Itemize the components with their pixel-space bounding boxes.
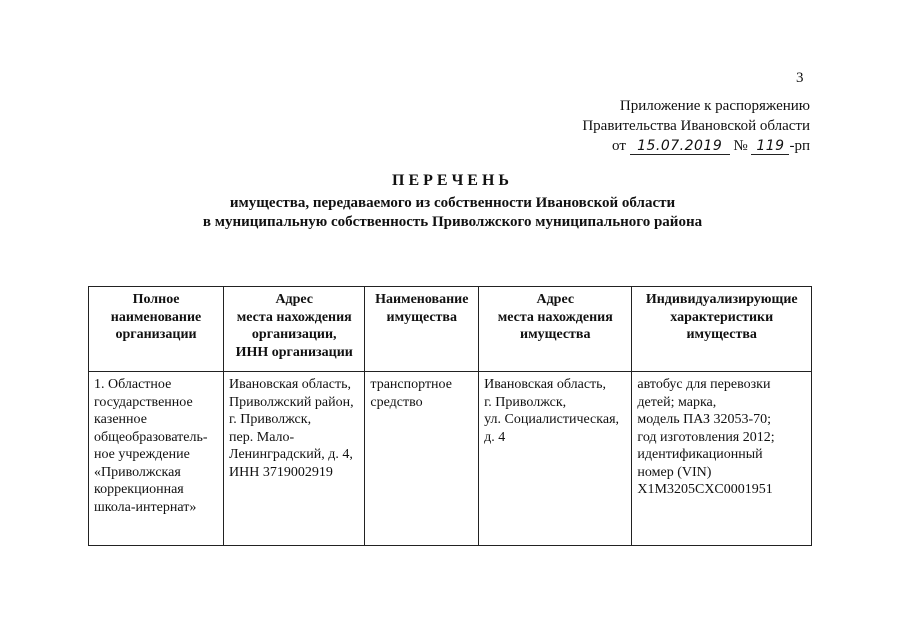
date-prefix: от [612,138,626,154]
cell-property-name: транспортное средство [365,372,479,546]
document-title: ПЕРЕЧЕНЬ [392,172,513,189]
document-heading [0,172,905,232]
appendix-date-line [582,136,810,156]
column-header-property-name: Наименование имущества [365,287,479,372]
column-header-property-address: Адрес места нахождения имущества [479,287,632,372]
cell-property-characteristics: автобус для перевозки детей; марка, модель ПАЗ 32053-70; год изготовления 2012; идентификационный номер (VIN) X1M3205CXC0001951 [632,372,812,546]
number-suffix: -рп [789,138,810,154]
table-row [89,372,812,546]
document-subtitle-line-1: имущества, передаваемого из собственности Ивановской области [229,195,676,211]
document-subtitle-line-2: в муниципальную собственность Приволжского муниципального района [202,214,703,230]
page-number: 3 [796,70,804,86]
cell-property-address: Ивановская область, г. Приволжск, ул. Социалистическая, д. 4 [479,372,632,546]
handwritten-number: 119 [751,138,789,155]
property-table [88,286,812,546]
appendix-line-2: Правительства Ивановской области [582,118,810,134]
column-header-organization-name: Полное наименование организации [89,287,224,372]
column-header-property-characteristics: Индивидуализирующие характеристики имущества [632,287,812,372]
appendix-line-1: Приложение к распоряжению [619,98,810,114]
appendix-block [582,96,810,156]
number-prefix: № [733,138,748,154]
column-header-organization-address: Адрес места нахождения организации, ИНН организации [224,287,365,372]
table-header-row [89,287,812,372]
cell-organization-name: 1. Областное государственное казенное общеобразователь- ное учреждение «Приволжская коррекционная школа-интернат» [89,372,224,546]
handwritten-date: 15.07.2019 [630,138,730,155]
cell-organization-address: Ивановская область, Приволжский район, г. Приволжск, пер. Мало- Ленинградский, д. 4, ИНН 3719002919 [224,372,365,546]
